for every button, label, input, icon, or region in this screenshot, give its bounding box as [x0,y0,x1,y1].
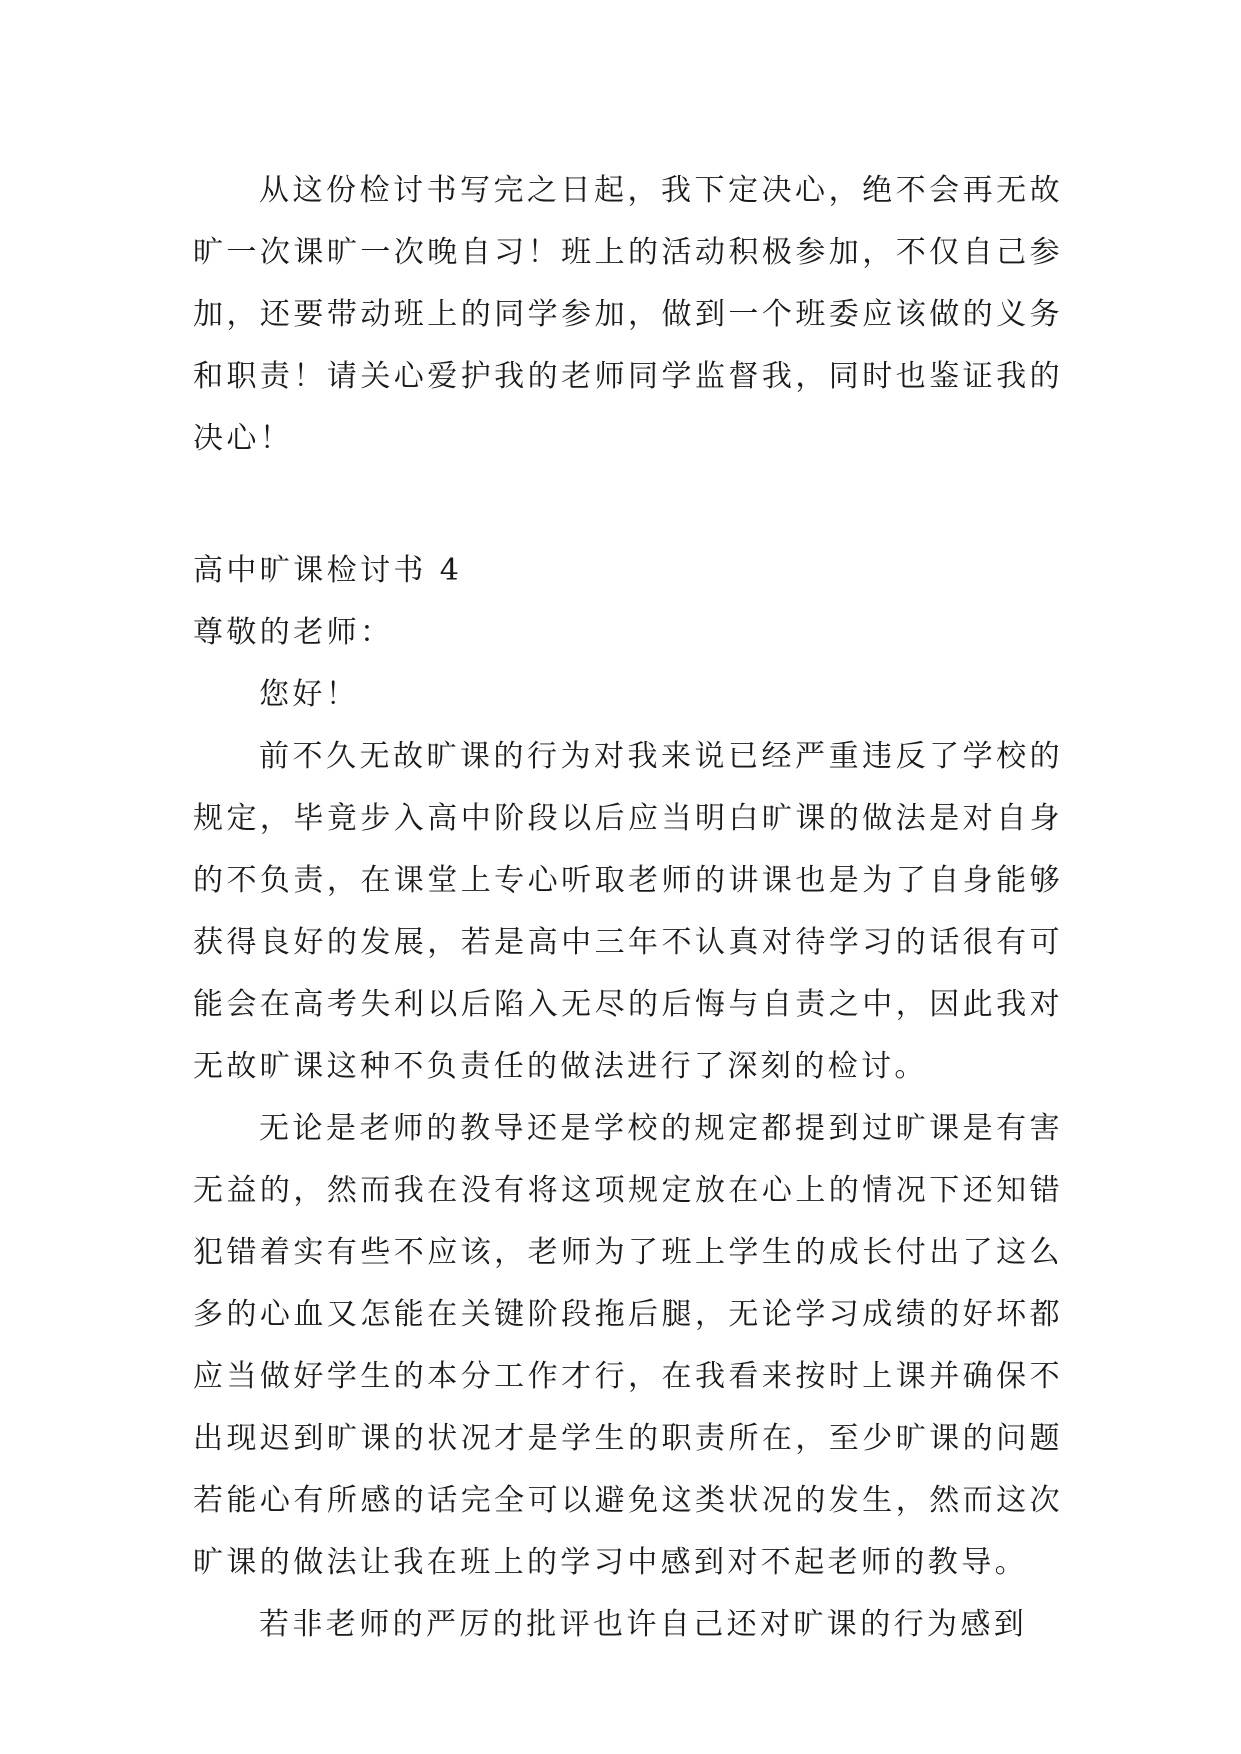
intro-section [193,160,1063,470]
letter-body [193,726,1063,1656]
body-paragraph-2: 无论是老师的教导还是学校的规定都提到过旷课是有害无益的，然而我在没有将这项规定放在心上的情况下还知错犯错着实有些不应该，老师为了班上学生的成长付出了这么多的心血又怎能在关键阶段拖后腿，无论学习成绩的好坏都应当做好学生的本分工作才行，在我看来按时上课并确保不出现迟到旷课的状况才是学生的职责所在，至少旷课的问题若能心有所感的话完全可以避免这类状况的发生，然而这次旷课的做法让我在班上的学习中感到对不起老师的教导。 [193,1111,1063,1580]
section-spacer [193,470,1063,540]
greeting: 您好！ [259,677,360,712]
body-paragraph-3: 若非老师的严厉的批评也许自己还对旷课的行为感到 [259,1607,1028,1642]
section-title: 高中旷课检讨书 4 [193,553,463,588]
document-page [193,160,1063,1656]
body-paragraph-1: 前不久无故旷课的行为对我来说已经严重违反了学校的规定，毕竟步入高中阶段以后应当明白旷课的做法是对自身的不负责，在课堂上专心听取老师的讲课也是为了自身能够获得良好的发展，若是高中三年不认真对待学习的话很有可能会在高考失利以后陷入无尽的后悔与自责之中，因此我对无故旷课这种不负责任的做法进行了深刻的检讨。 [193,739,1063,1084]
salutation: 尊敬的老师： [193,615,394,650]
intro-paragraph: 从这份检讨书写完之日起，我下定决心，绝不会再无故旷一次课旷一次晚自习！班上的活动积极参加，不仅自己参加，还要带动班上的同学参加，做到一个班委应该做的义务和职责！请关心爱护我的老师同学监督我，同时也鉴证我的决心！ [193,173,1063,456]
